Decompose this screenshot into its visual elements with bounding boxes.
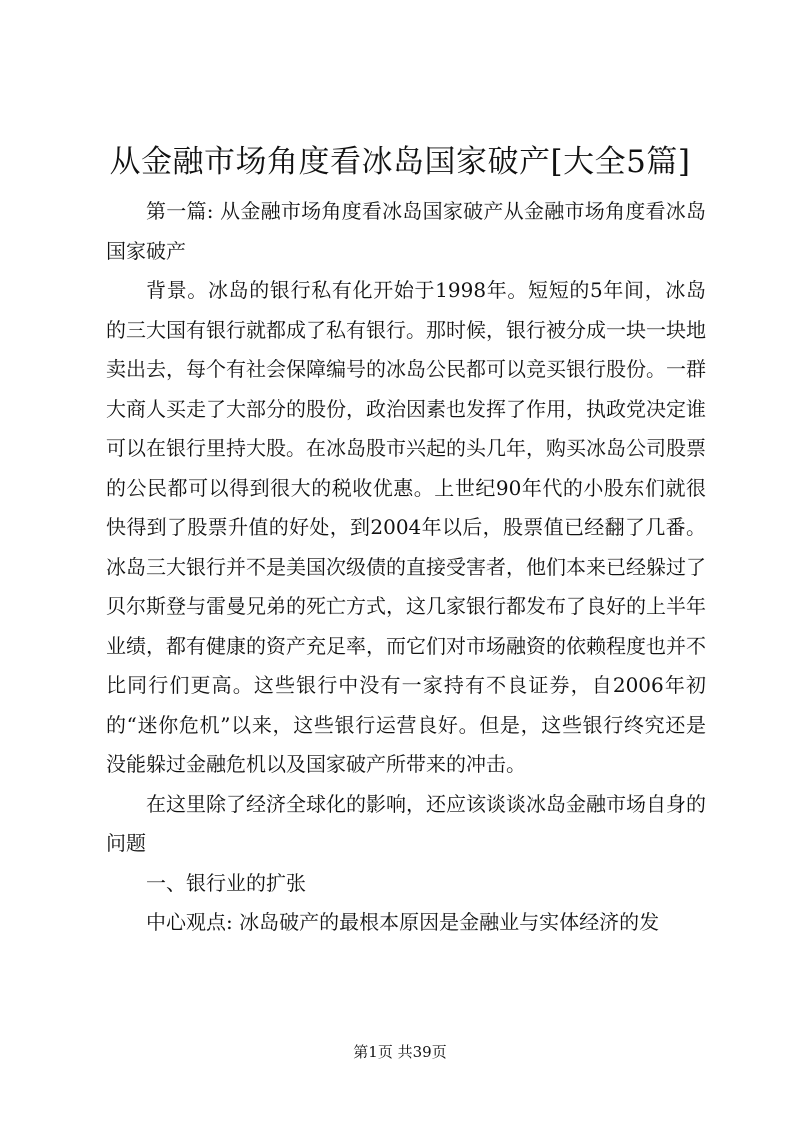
section-heading-banking-expansion: 一、银行业的扩张 [146, 870, 306, 895]
paragraph-chapter-heading: 第一篇: 从金融市场角度看冰岛国家破产从金融市场角度看冰岛国家破产 [106, 199, 706, 263]
page-number-footer: 第1页 共39页 [353, 1043, 447, 1061]
paragraph-intro-issues: 在这里除了经济全球化的影响，还应该谈谈冰岛金融市场自身的问题 [106, 791, 706, 855]
paragraph-central-view: 中心观点: 冰岛破产的最根本原因是金融业与实体经济的发 [146, 910, 660, 934]
paragraph-background: 背景。冰岛的银行私有化开始于1998年。短短的5年间，冰岛的三大国有银行就都成了私有银行。那时候，银行被分成一块一块地卖出去，每个有社会保障编号的冰岛公民都可以竞买银行股份。一群大商人买走了大部分的股份，政治因素也发挥了作用，执政党决定谁可以在银行里持大股。在冰岛股市兴起的头几年，购买冰岛公司股票的公民都可以得到很大的税收优惠。上世纪90年代的小股东们就很快得到了股票升值的好处，到2004年以后，股票值已经翻了几番。冰岛三大银行并不是美国次级债的直接受害者，他们本来已经躲过了贝尔斯登与雷曼兄弟的死亡方式，这几家银行都发布了良好的上半年业绩，都有健康的资产充足率，而它们对市场融资的依赖程度也并不比同行们更高。这些银行中没有一家持有不良证券，自2006年初的“迷你危机”以来，这些银行运营良好。但是，这些银行终究还是没能躲过金融危机以及国家破产所带来的冲击。 [106, 278, 706, 776]
document-title: 从金融市场角度看冰岛国家破产[大全5篇] [109, 144, 691, 180]
document-body [106, 192, 706, 943]
